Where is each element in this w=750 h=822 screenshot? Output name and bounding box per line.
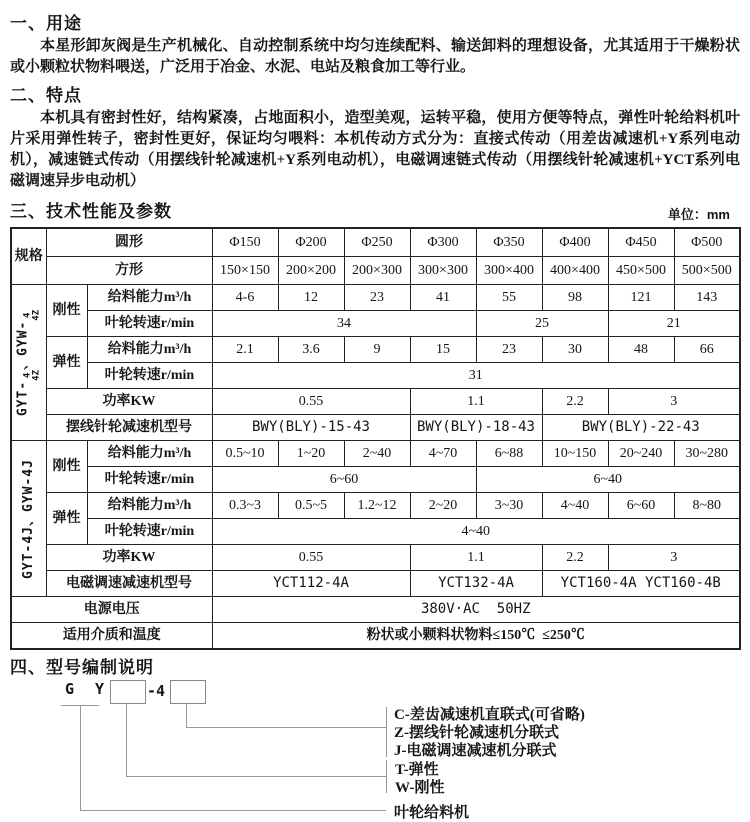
connector-gy-horizontal [80,810,386,811]
data-cell: 30~280 [674,441,740,467]
spec-table [10,227,741,650]
model-code-diagram [10,680,740,820]
data-cell: 9 [344,337,410,363]
model-text: GYT- [15,380,31,416]
feed-label-cell: 给料能力m³/h [87,441,212,467]
table-row-g1-elastic-speed [11,363,740,389]
round-label-cell: 圆形 [46,228,212,257]
feed-label-cell: 给料能力m³/h [87,337,212,363]
legend-w: W-刚性 [395,780,445,796]
table-row-voltage [11,597,740,623]
data-cell: 6~60 [212,467,476,493]
data-cell: 2.2 [542,545,608,571]
table-row-g1-reducer [11,415,740,441]
data-cell: YCT112-4A [212,571,410,597]
spec-header-cell: 规格 [11,228,46,285]
model-fraction [23,370,41,381]
data-cell: 30 [542,337,608,363]
data-cell: 4~40 [212,519,740,545]
data-cell: YCT160-4A YCT160-4B [542,571,740,597]
data-cell: 21 [608,311,740,337]
section2-heading: 二、特点 [10,86,82,105]
fraction-top: 4 [22,312,33,318]
data-cell: Φ350 [476,228,542,257]
data-cell: 6~88 [476,441,542,467]
legend-c: C-差齿减速机直联式(可省略) [394,707,585,723]
legend-j: J-电磁调速减速机分联式 [394,743,557,759]
data-cell: Φ450 [608,228,674,257]
data-cell: Φ300 [410,228,476,257]
data-cell: 2.1 [212,337,278,363]
data-cell: 0.55 [212,545,410,571]
power-label-cell: 功率KW [46,545,212,571]
data-cell: 23 [344,285,410,311]
data-cell: 143 [674,285,740,311]
data-cell: 3 [608,389,740,415]
data-cell: 34 [212,311,476,337]
section1-heading: 一、用途 [10,14,82,33]
section3-heading-row [10,194,740,224]
data-cell: 25 [476,311,608,337]
data-cell: 400×400 [542,257,608,285]
data-cell: 150×150 [212,257,278,285]
data-cell: BWY(BLY)-15-43 [212,415,410,441]
section1-paragraph: 本星形卸灰阀是生产机械化、自动控制系统中均匀连续配料、输送卸料的理想设备，尤其适用于干燥粉状或小颗粒状物料喂送，广泛用于冶金、水泥、电站及粮食加工等行业。 [10,38,740,75]
voltage-label-cell: 电源电压 [11,597,212,623]
data-cell: 300×400 [476,257,542,285]
speed-label-cell: 叶轮转速r/min [87,363,212,389]
medium-label-cell: 适用介质和温度 [11,623,212,650]
data-cell: 66 [674,337,740,363]
reducer-label-cell: 摆线针轮减速机型号 [46,415,212,441]
table-row-g1-rigid-speed [11,311,740,337]
data-cell: 1.1 [410,545,542,571]
data-cell: Φ400 [542,228,608,257]
group1-model-label [16,309,41,415]
data-cell: 0.5~10 [212,441,278,467]
fraction-bottom: 4Z [31,309,42,321]
connector-box1-horizontal [126,776,386,777]
data-cell: 2~20 [410,493,476,519]
speed-label-cell: 叶轮转速r/min [87,467,212,493]
table-row-g2-elastic-feed [11,493,740,519]
table-row-g2-elastic-speed [11,519,740,545]
feed-label-cell: 给料能力m³/h [87,285,212,311]
legend-t: T-弹性 [395,762,439,778]
legend-impeller: 叶轮给料机 [394,805,470,821]
data-cell: 98 [542,285,608,311]
model-code-box-1 [110,680,146,704]
data-cell: 15 [410,337,476,363]
data-cell: 4~70 [410,441,476,467]
fraction-top: 4 [22,372,33,378]
table-row-g1-rigid-feed [11,285,740,311]
data-cell: 200×200 [278,257,344,285]
data-cell: 121 [608,285,674,311]
tick-tw [386,760,387,793]
reducer-label-cell: 电磁调速减速机型号 [46,571,212,597]
data-cell: 1~20 [278,441,344,467]
model-fraction [23,309,41,320]
data-cell: Φ150 [212,228,278,257]
data-cell: 20~240 [608,441,674,467]
data-cell: 6~60 [608,493,674,519]
data-cell: 55 [476,285,542,311]
feed-label-cell: 给料能力m³/h [87,493,212,519]
unit-label: 单位：mm [667,207,730,222]
data-cell: 41 [410,285,476,311]
data-cell: 48 [608,337,674,363]
data-cell: BWY(BLY)-22-43 [542,415,740,441]
data-cell: 2.2 [542,389,608,415]
data-cell: 23 [476,337,542,363]
section4-heading: 四、型号编制说明 [10,658,154,677]
data-cell: YCT132-4A [410,571,542,597]
medium-value-cell: 粉状或小颗料状物料≤150℃ ≤250℃ [212,623,740,650]
speed-label-cell: 叶轮转速r/min [87,519,212,545]
table-row-g1-elastic-feed [11,337,740,363]
data-cell: 450×500 [608,257,674,285]
data-cell: 0.3~3 [212,493,278,519]
data-cell: 3.6 [278,337,344,363]
rigid-label-cell: 刚性 [46,285,87,337]
section2-paragraph: 本机具有密封性好，结构紧凑，占地面积小，造型美观，运转平稳，使用方便等特点，弹性叶轮给料机叶片采用弹性转子，密封性更好，保证均匀喂料：本机传动方式分为：直接式传动（用差齿减速机+Y系列电动机），减速链式传动（用摆线针轮减速机+Y系列电动机），电磁调速链式传动（用摆线针轮减速机+YCT系列电磁调速异步电动机） [10,110,740,189]
fraction-bottom: 4Z [31,369,42,381]
data-cell: 3 [608,545,740,571]
power-label-cell: 功率KW [46,389,212,415]
table-row-g1-power [11,389,740,415]
table-row-g2-rigid-feed [11,441,740,467]
table-row-g2-reducer [11,571,740,597]
elastic-label-cell: 弹性 [46,493,87,545]
data-cell: 1.1 [410,389,542,415]
table-row-square [11,257,740,285]
data-cell: 300×300 [410,257,476,285]
model-code-prefix: G Y [65,680,111,698]
section3-heading: 三、技术性能及参数 [10,202,172,221]
data-cell: 500×500 [674,257,740,285]
rigid-label-cell: 刚性 [46,441,87,493]
data-cell: 8~80 [674,493,740,519]
table-row-g2-power [11,545,740,571]
data-cell: Φ200 [278,228,344,257]
connector-gy-vertical [80,706,81,810]
group2-model-cell [11,441,46,597]
speed-label-cell: 叶轮转速r/min [87,311,212,337]
data-cell: BWY(BLY)-18-43 [410,415,542,441]
data-cell: 0.5~5 [278,493,344,519]
data-cell: 12 [278,285,344,311]
data-cell: 2~40 [344,441,410,467]
table-row-g2-rigid-speed [11,467,740,493]
data-cell: Φ500 [674,228,740,257]
model-code-dash4: -4 [147,682,166,700]
data-cell: 3~30 [476,493,542,519]
tick-czj [386,707,387,757]
data-cell: 6~40 [476,467,740,493]
table-row-round [11,228,740,257]
group2-model-label: GYT-4J、GYW-4J [20,458,36,579]
data-cell: 0.55 [212,389,410,415]
data-cell: 4~40 [542,493,608,519]
data-cell: 31 [212,363,740,389]
square-label-cell: 方形 [46,257,212,285]
legend-z: Z-摆线针轮减速机分联式 [394,725,560,741]
data-cell: Φ250 [344,228,410,257]
connector-box2-horizontal [186,727,386,728]
data-cell: 10~150 [542,441,608,467]
data-cell: 200×300 [344,257,410,285]
model-text: 、GYW- [15,320,31,370]
connector-box1-vertical [126,704,127,776]
table-row-medium [11,623,740,650]
elastic-label-cell: 弹性 [46,337,87,389]
voltage-value-cell: 380V·AC 50HZ [212,597,740,623]
connector-box2-vertical [186,704,187,727]
group1-model-cell [11,285,46,441]
data-cell: 4-6 [212,285,278,311]
data-cell: 1.2~12 [344,493,410,519]
model-code-box-2 [170,680,206,704]
